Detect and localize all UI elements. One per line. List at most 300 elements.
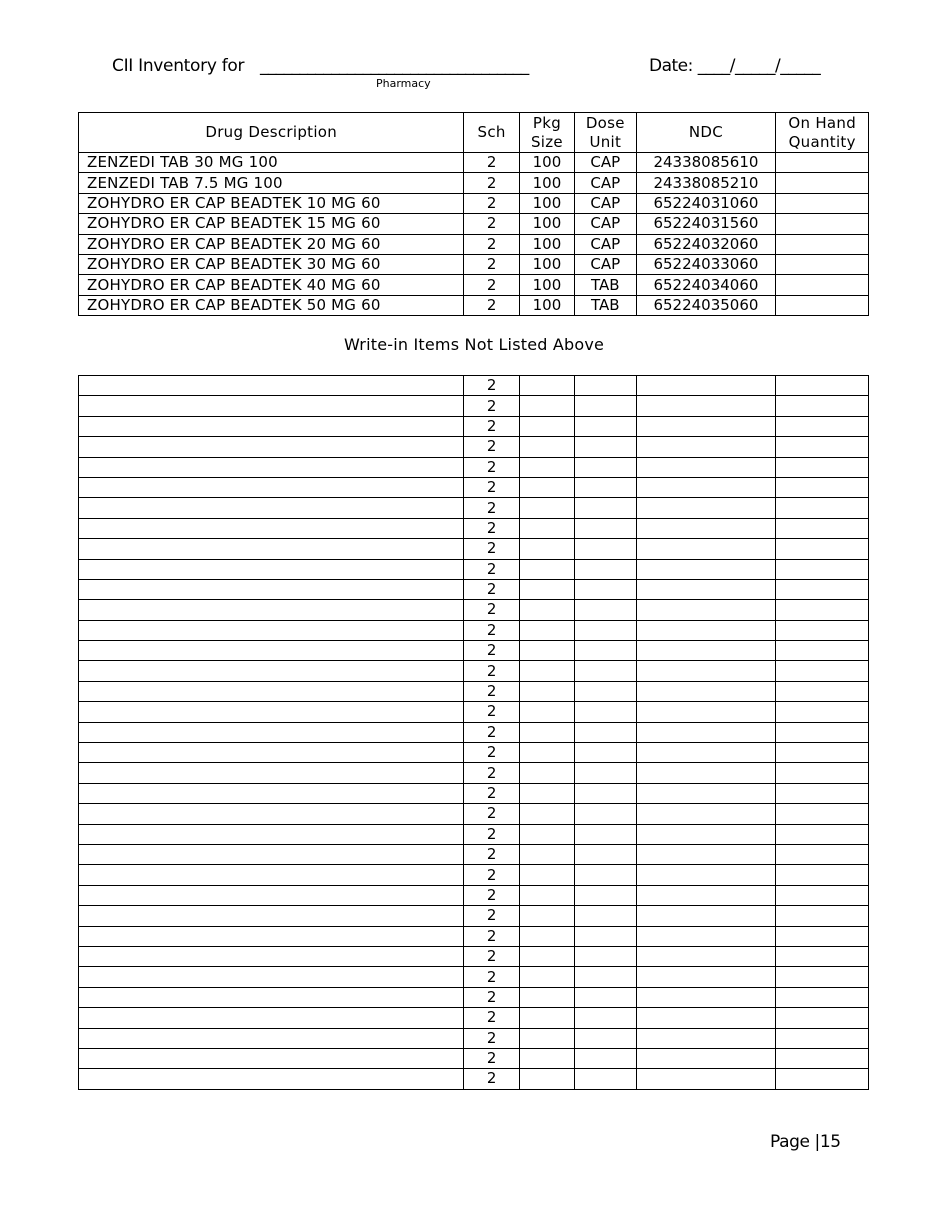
writein-pkg-size-cell[interactable] (519, 376, 574, 396)
writein-table (78, 375, 869, 1090)
writein-ndc-cell[interactable] (636, 1028, 776, 1048)
writein-quantity-cell[interactable] (776, 620, 869, 640)
writein-quantity-cell[interactable] (776, 396, 869, 416)
writein-pkg-size-cell[interactable] (519, 620, 574, 640)
writein-dose-unit-cell[interactable] (575, 783, 636, 803)
writein-sch-cell: 2 (464, 539, 519, 559)
writein-row (79, 518, 869, 538)
ndc-cell: 24338085210 (636, 173, 776, 193)
writein-dose-unit-cell[interactable] (575, 1069, 636, 1089)
writein-sch-cell: 2 (464, 885, 519, 905)
writein-row (79, 477, 869, 497)
writein-quantity-cell[interactable] (776, 722, 869, 742)
pkg-size-cell: 100 (519, 275, 574, 295)
writein-dose-unit-cell[interactable] (575, 518, 636, 538)
writein-quantity-cell[interactable] (776, 600, 869, 620)
writein-pkg-size-cell[interactable] (519, 1008, 574, 1028)
ndc-cell: 65224031560 (636, 214, 776, 234)
writein-dose-unit-cell[interactable] (575, 763, 636, 783)
writein-sch-cell: 2 (464, 620, 519, 640)
writein-dose-unit-cell[interactable] (575, 559, 636, 579)
writein-row (79, 376, 869, 396)
writein-quantity-cell[interactable] (776, 376, 869, 396)
writein-description-cell[interactable] (79, 416, 464, 436)
writein-sch-cell: 2 (464, 783, 519, 803)
writein-ndc-cell[interactable] (636, 579, 776, 599)
writein-row (79, 579, 869, 599)
document-header (112, 56, 842, 96)
writein-ndc-cell[interactable] (636, 416, 776, 436)
writein-pkg-size-cell[interactable] (519, 539, 574, 559)
writein-description-cell[interactable] (79, 641, 464, 661)
sch-cell: 2 (464, 193, 519, 213)
writein-pkg-size-cell[interactable] (519, 477, 574, 497)
sch-cell: 2 (464, 295, 519, 315)
inventory-table (78, 112, 869, 316)
writein-quantity-cell[interactable] (776, 681, 869, 701)
writein-quantity-cell[interactable] (776, 946, 869, 966)
writein-pkg-size-cell[interactable] (519, 518, 574, 538)
dose-unit-cell: CAP (575, 173, 636, 193)
writein-pkg-size-cell[interactable] (519, 641, 574, 661)
on-hand-quantity-cell[interactable] (776, 214, 869, 234)
writein-row (79, 926, 869, 946)
on-hand-quantity-cell[interactable] (776, 173, 869, 193)
writein-quantity-cell[interactable] (776, 579, 869, 599)
writein-quantity-cell[interactable] (776, 1028, 869, 1048)
writein-quantity-cell[interactable] (776, 559, 869, 579)
writein-description-cell[interactable] (79, 926, 464, 946)
writein-quantity-cell[interactable] (776, 702, 869, 722)
ndc-cell: 24338085610 (636, 153, 776, 173)
writein-pkg-size-cell[interactable] (519, 661, 574, 681)
writein-pkg-size-cell[interactable] (519, 804, 574, 824)
pkg-size-cell: 100 (519, 153, 574, 173)
writein-dose-unit-cell[interactable] (575, 885, 636, 905)
writein-sch-cell: 2 (464, 518, 519, 538)
writein-sch-cell: 2 (464, 457, 519, 477)
writein-description-cell[interactable] (79, 396, 464, 416)
writein-ndc-cell[interactable] (636, 559, 776, 579)
sch-cell: 2 (464, 153, 519, 173)
writein-ndc-cell[interactable] (636, 844, 776, 864)
writein-description-cell[interactable] (79, 457, 464, 477)
writein-description-cell[interactable] (79, 559, 464, 579)
writein-pkg-size-cell[interactable] (519, 681, 574, 701)
sch-cell: 2 (464, 275, 519, 295)
writein-ndc-cell[interactable] (636, 437, 776, 457)
writein-dose-unit-cell[interactable] (575, 865, 636, 885)
writein-title: Write-in Items Not Listed Above (344, 335, 605, 354)
writein-quantity-cell[interactable] (776, 987, 869, 1007)
writein-dose-unit-cell[interactable] (575, 539, 636, 559)
writein-sch-cell: 2 (464, 1008, 519, 1028)
writein-description-cell[interactable] (79, 987, 464, 1007)
ndc-cell: 65224034060 (636, 275, 776, 295)
writein-ndc-cell[interactable] (636, 600, 776, 620)
writein-pkg-size-cell[interactable] (519, 844, 574, 864)
writein-ndc-cell[interactable] (636, 477, 776, 497)
dose-unit-cell: TAB (575, 295, 636, 315)
writein-ndc-cell[interactable] (636, 824, 776, 844)
writein-quantity-cell[interactable] (776, 763, 869, 783)
writein-row (79, 987, 869, 1007)
writein-pkg-size-cell[interactable] (519, 702, 574, 722)
on-hand-quantity-cell[interactable] (776, 254, 869, 274)
writein-quantity-cell[interactable] (776, 641, 869, 661)
writein-row (79, 498, 869, 518)
writein-ndc-cell[interactable] (636, 804, 776, 824)
col-sch: Sch (464, 113, 519, 153)
writein-sch-cell: 2 (464, 967, 519, 987)
table-row (79, 275, 869, 295)
inventory-title: CII Inventory for (112, 56, 245, 76)
writein-description-cell[interactable] (79, 620, 464, 640)
writein-description-cell[interactable] (79, 437, 464, 457)
drug-description-cell: ZENZEDI TAB 7.5 MG 100 (79, 173, 464, 193)
writein-quantity-cell[interactable] (776, 824, 869, 844)
writein-description-cell[interactable] (79, 885, 464, 905)
writein-quantity-cell[interactable] (776, 743, 869, 763)
writein-description-cell[interactable] (79, 518, 464, 538)
writein-dose-unit-cell[interactable] (575, 743, 636, 763)
writein-sch-cell: 2 (464, 987, 519, 1007)
writein-sch-cell: 2 (464, 1069, 519, 1089)
pkg-size-cell: 100 (519, 254, 574, 274)
writein-ndc-cell[interactable] (636, 865, 776, 885)
writein-ndc-cell[interactable] (636, 702, 776, 722)
writein-dose-unit-cell[interactable] (575, 946, 636, 966)
writein-description-cell[interactable] (79, 600, 464, 620)
writein-row (79, 620, 869, 640)
writein-quantity-cell[interactable] (776, 804, 869, 824)
writein-dose-unit-cell[interactable] (575, 661, 636, 681)
writein-ndc-cell[interactable] (636, 763, 776, 783)
writein-pkg-size-cell[interactable] (519, 600, 574, 620)
writein-row (79, 416, 869, 436)
writein-quantity-cell[interactable] (776, 1048, 869, 1068)
writein-description-cell[interactable] (79, 763, 464, 783)
writein-row (79, 600, 869, 620)
writein-dose-unit-cell[interactable] (575, 722, 636, 742)
on-hand-quantity-cell[interactable] (776, 275, 869, 295)
writein-description-cell[interactable] (79, 661, 464, 681)
dose-unit-cell: CAP (575, 234, 636, 254)
writein-pkg-size-cell[interactable] (519, 579, 574, 599)
pkg-size-cell: 100 (519, 193, 574, 213)
writein-dose-unit-cell[interactable] (575, 681, 636, 701)
writein-dose-unit-cell[interactable] (575, 1028, 636, 1048)
writein-description-cell[interactable] (79, 681, 464, 701)
writein-ndc-cell[interactable] (636, 396, 776, 416)
writein-description-cell[interactable] (79, 1028, 464, 1048)
writein-row (79, 844, 869, 864)
writein-description-cell[interactable] (79, 824, 464, 844)
sch-cell: 2 (464, 254, 519, 274)
writein-dose-unit-cell[interactable] (575, 620, 636, 640)
writein-description-cell[interactable] (79, 967, 464, 987)
on-hand-quantity-cell[interactable] (776, 193, 869, 213)
writein-description-cell[interactable] (79, 376, 464, 396)
writein-dose-unit-cell[interactable] (575, 396, 636, 416)
writein-description-cell[interactable] (79, 539, 464, 559)
writein-quantity-cell[interactable] (776, 865, 869, 885)
on-hand-quantity-cell[interactable] (776, 153, 869, 173)
writein-ndc-cell[interactable] (636, 681, 776, 701)
writein-quantity-cell[interactable] (776, 539, 869, 559)
ndc-cell: 65224032060 (636, 234, 776, 254)
writein-description-cell[interactable] (79, 804, 464, 824)
date-field[interactable]: Date: ____/_____/_____ (649, 56, 821, 76)
writein-dose-unit-cell[interactable] (575, 376, 636, 396)
writein-pkg-size-cell[interactable] (519, 559, 574, 579)
writein-row (79, 681, 869, 701)
writein-description-cell[interactable] (79, 865, 464, 885)
writein-description-cell[interactable] (79, 743, 464, 763)
writein-sch-cell: 2 (464, 559, 519, 579)
writein-row (79, 1008, 869, 1028)
writein-pkg-size-cell[interactable] (519, 1048, 574, 1068)
writein-dose-unit-cell[interactable] (575, 437, 636, 457)
writein-quantity-cell[interactable] (776, 498, 869, 518)
writein-description-cell[interactable] (79, 477, 464, 497)
writein-pkg-size-cell[interactable] (519, 396, 574, 416)
writein-pkg-size-cell[interactable] (519, 967, 574, 987)
writein-dose-unit-cell[interactable] (575, 702, 636, 722)
writein-dose-unit-cell[interactable] (575, 824, 636, 844)
writein-ndc-cell[interactable] (636, 926, 776, 946)
writein-quantity-cell[interactable] (776, 477, 869, 497)
writein-pkg-size-cell[interactable] (519, 743, 574, 763)
table-row (79, 234, 869, 254)
writein-sch-cell: 2 (464, 804, 519, 824)
writein-ndc-cell[interactable] (636, 743, 776, 763)
writein-dose-unit-cell[interactable] (575, 844, 636, 864)
table-row (79, 193, 869, 213)
writein-sch-cell: 2 (464, 376, 519, 396)
writein-sch-cell: 2 (464, 946, 519, 966)
writein-ndc-cell[interactable] (636, 1048, 776, 1068)
col-drug-description: Drug Description (79, 113, 464, 153)
writein-ndc-cell[interactable] (636, 783, 776, 803)
writein-quantity-cell[interactable] (776, 457, 869, 477)
writein-ndc-cell[interactable] (636, 722, 776, 742)
writein-pkg-size-cell[interactable] (519, 926, 574, 946)
writein-pkg-size-cell[interactable] (519, 865, 574, 885)
writein-row (79, 865, 869, 885)
sch-cell: 2 (464, 173, 519, 193)
writein-ndc-cell[interactable] (636, 1008, 776, 1028)
writein-pkg-size-cell[interactable] (519, 906, 574, 926)
drug-description-cell: ZOHYDRO ER CAP BEADTEK 20 MG 60 (79, 234, 464, 254)
table-row (79, 153, 869, 173)
table-row (79, 295, 869, 315)
writein-description-cell[interactable] (79, 498, 464, 518)
writein-pkg-size-cell[interactable] (519, 885, 574, 905)
sch-cell: 2 (464, 214, 519, 234)
writein-row (79, 967, 869, 987)
writein-row (79, 946, 869, 966)
writein-pkg-size-cell[interactable] (519, 722, 574, 742)
writein-ndc-cell[interactable] (636, 498, 776, 518)
writein-sch-cell: 2 (464, 416, 519, 436)
writein-sch-cell: 2 (464, 844, 519, 864)
writein-row (79, 722, 869, 742)
writein-ndc-cell[interactable] (636, 457, 776, 477)
writein-quantity-cell[interactable] (776, 783, 869, 803)
writein-dose-unit-cell[interactable] (575, 1008, 636, 1028)
writein-row (79, 824, 869, 844)
writein-sch-cell: 2 (464, 1028, 519, 1048)
writein-description-cell[interactable] (79, 844, 464, 864)
writein-quantity-cell[interactable] (776, 1008, 869, 1028)
writein-row (79, 783, 869, 803)
writein-row (79, 1048, 869, 1068)
writein-dose-unit-cell[interactable] (575, 804, 636, 824)
table-row (79, 214, 869, 234)
writein-pkg-size-cell[interactable] (519, 946, 574, 966)
writein-quantity-cell[interactable] (776, 885, 869, 905)
writein-row (79, 702, 869, 722)
writein-dose-unit-cell[interactable] (575, 967, 636, 987)
writein-description-cell[interactable] (79, 722, 464, 742)
writein-row (79, 906, 869, 926)
writein-description-cell[interactable] (79, 702, 464, 722)
writein-quantity-cell[interactable] (776, 416, 869, 436)
writein-quantity-cell[interactable] (776, 844, 869, 864)
writein-quantity-cell[interactable] (776, 906, 869, 926)
writein-description-cell[interactable] (79, 946, 464, 966)
writein-dose-unit-cell[interactable] (575, 498, 636, 518)
writein-ndc-cell[interactable] (636, 620, 776, 640)
writein-row (79, 1069, 869, 1089)
writein-pkg-size-cell[interactable] (519, 416, 574, 436)
writein-dose-unit-cell[interactable] (575, 579, 636, 599)
writein-row (79, 641, 869, 661)
writein-pkg-size-cell[interactable] (519, 1069, 574, 1089)
writein-sch-cell: 2 (464, 498, 519, 518)
sch-cell: 2 (464, 234, 519, 254)
writein-description-cell[interactable] (79, 906, 464, 926)
writein-ndc-cell[interactable] (636, 987, 776, 1007)
writein-pkg-size-cell[interactable] (519, 987, 574, 1007)
on-hand-quantity-cell[interactable] (776, 295, 869, 315)
writein-sch-cell: 2 (464, 681, 519, 701)
writein-quantity-cell[interactable] (776, 518, 869, 538)
dose-unit-cell: CAP (575, 254, 636, 274)
writein-quantity-cell[interactable] (776, 661, 869, 681)
writein-description-cell[interactable] (79, 579, 464, 599)
writein-sch-cell: 2 (464, 906, 519, 926)
drug-description-cell: ZOHYDRO ER CAP BEADTEK 50 MG 60 (79, 295, 464, 315)
drug-description-cell: ZOHYDRO ER CAP BEADTEK 10 MG 60 (79, 193, 464, 213)
writein-pkg-size-cell[interactable] (519, 783, 574, 803)
writein-ndc-cell[interactable] (636, 518, 776, 538)
writein-ndc-cell[interactable] (636, 376, 776, 396)
pkg-size-cell: 100 (519, 214, 574, 234)
table-header-row (79, 113, 869, 153)
writein-dose-unit-cell[interactable] (575, 600, 636, 620)
writein-quantity-cell[interactable] (776, 967, 869, 987)
writein-pkg-size-cell[interactable] (519, 1028, 574, 1048)
pkg-size-cell: 100 (519, 234, 574, 254)
writein-ndc-cell[interactable] (636, 885, 776, 905)
writein-row (79, 804, 869, 824)
writein-quantity-cell[interactable] (776, 1069, 869, 1089)
writein-dose-unit-cell[interactable] (575, 1048, 636, 1068)
dose-unit-cell: CAP (575, 214, 636, 234)
page-number: Page |15 (770, 1132, 841, 1152)
writein-pkg-size-cell[interactable] (519, 824, 574, 844)
writein-sch-cell: 2 (464, 743, 519, 763)
writein-row (79, 1028, 869, 1048)
writein-row (79, 763, 869, 783)
writein-quantity-cell[interactable] (776, 926, 869, 946)
table-row (79, 173, 869, 193)
writein-sch-cell: 2 (464, 641, 519, 661)
pharmacy-label: Pharmacy (376, 77, 431, 90)
ndc-cell: 65224031060 (636, 193, 776, 213)
writein-row (79, 457, 869, 477)
drug-description-cell: ZENZEDI TAB 30 MG 100 (79, 153, 464, 173)
writein-sch-cell: 2 (464, 437, 519, 457)
writein-dose-unit-cell[interactable] (575, 416, 636, 436)
writein-row (79, 437, 869, 457)
writein-ndc-cell[interactable] (636, 946, 776, 966)
writein-sch-cell: 2 (464, 396, 519, 416)
writein-dose-unit-cell[interactable] (575, 987, 636, 1007)
writein-description-cell[interactable] (79, 783, 464, 803)
writein-dose-unit-cell[interactable] (575, 477, 636, 497)
writein-ndc-cell[interactable] (636, 906, 776, 926)
dose-unit-cell: CAP (575, 193, 636, 213)
writein-row (79, 885, 869, 905)
writein-pkg-size-cell[interactable] (519, 498, 574, 518)
writein-dose-unit-cell[interactable] (575, 926, 636, 946)
writein-sch-cell: 2 (464, 763, 519, 783)
writein-ndc-cell[interactable] (636, 967, 776, 987)
writein-description-cell[interactable] (79, 1069, 464, 1089)
writein-dose-unit-cell[interactable] (575, 641, 636, 661)
writein-pkg-size-cell[interactable] (519, 457, 574, 477)
writein-description-cell[interactable] (79, 1008, 464, 1028)
writein-sch-cell: 2 (464, 600, 519, 620)
writein-ndc-cell[interactable] (636, 661, 776, 681)
writein-dose-unit-cell[interactable] (575, 906, 636, 926)
table-row (79, 254, 869, 274)
writein-pkg-size-cell[interactable] (519, 437, 574, 457)
writein-row (79, 396, 869, 416)
pharmacy-blank-line[interactable]: __________________________________ (260, 56, 529, 76)
pkg-size-cell: 100 (519, 173, 574, 193)
pkg-size-cell: 100 (519, 295, 574, 315)
col-on-hand-quantity: On Hand Quantity (776, 113, 869, 153)
writein-sch-cell: 2 (464, 477, 519, 497)
writein-description-cell[interactable] (79, 1048, 464, 1068)
writein-ndc-cell[interactable] (636, 641, 776, 661)
writein-pkg-size-cell[interactable] (519, 763, 574, 783)
writein-quantity-cell[interactable] (776, 437, 869, 457)
drug-description-cell: ZOHYDRO ER CAP BEADTEK 15 MG 60 (79, 214, 464, 234)
writein-dose-unit-cell[interactable] (575, 457, 636, 477)
writein-sch-cell: 2 (464, 661, 519, 681)
writein-sch-cell: 2 (464, 702, 519, 722)
writein-sch-cell: 2 (464, 865, 519, 885)
writein-row (79, 559, 869, 579)
writein-ndc-cell[interactable] (636, 1069, 776, 1089)
on-hand-quantity-cell[interactable] (776, 234, 869, 254)
writein-ndc-cell[interactable] (636, 539, 776, 559)
